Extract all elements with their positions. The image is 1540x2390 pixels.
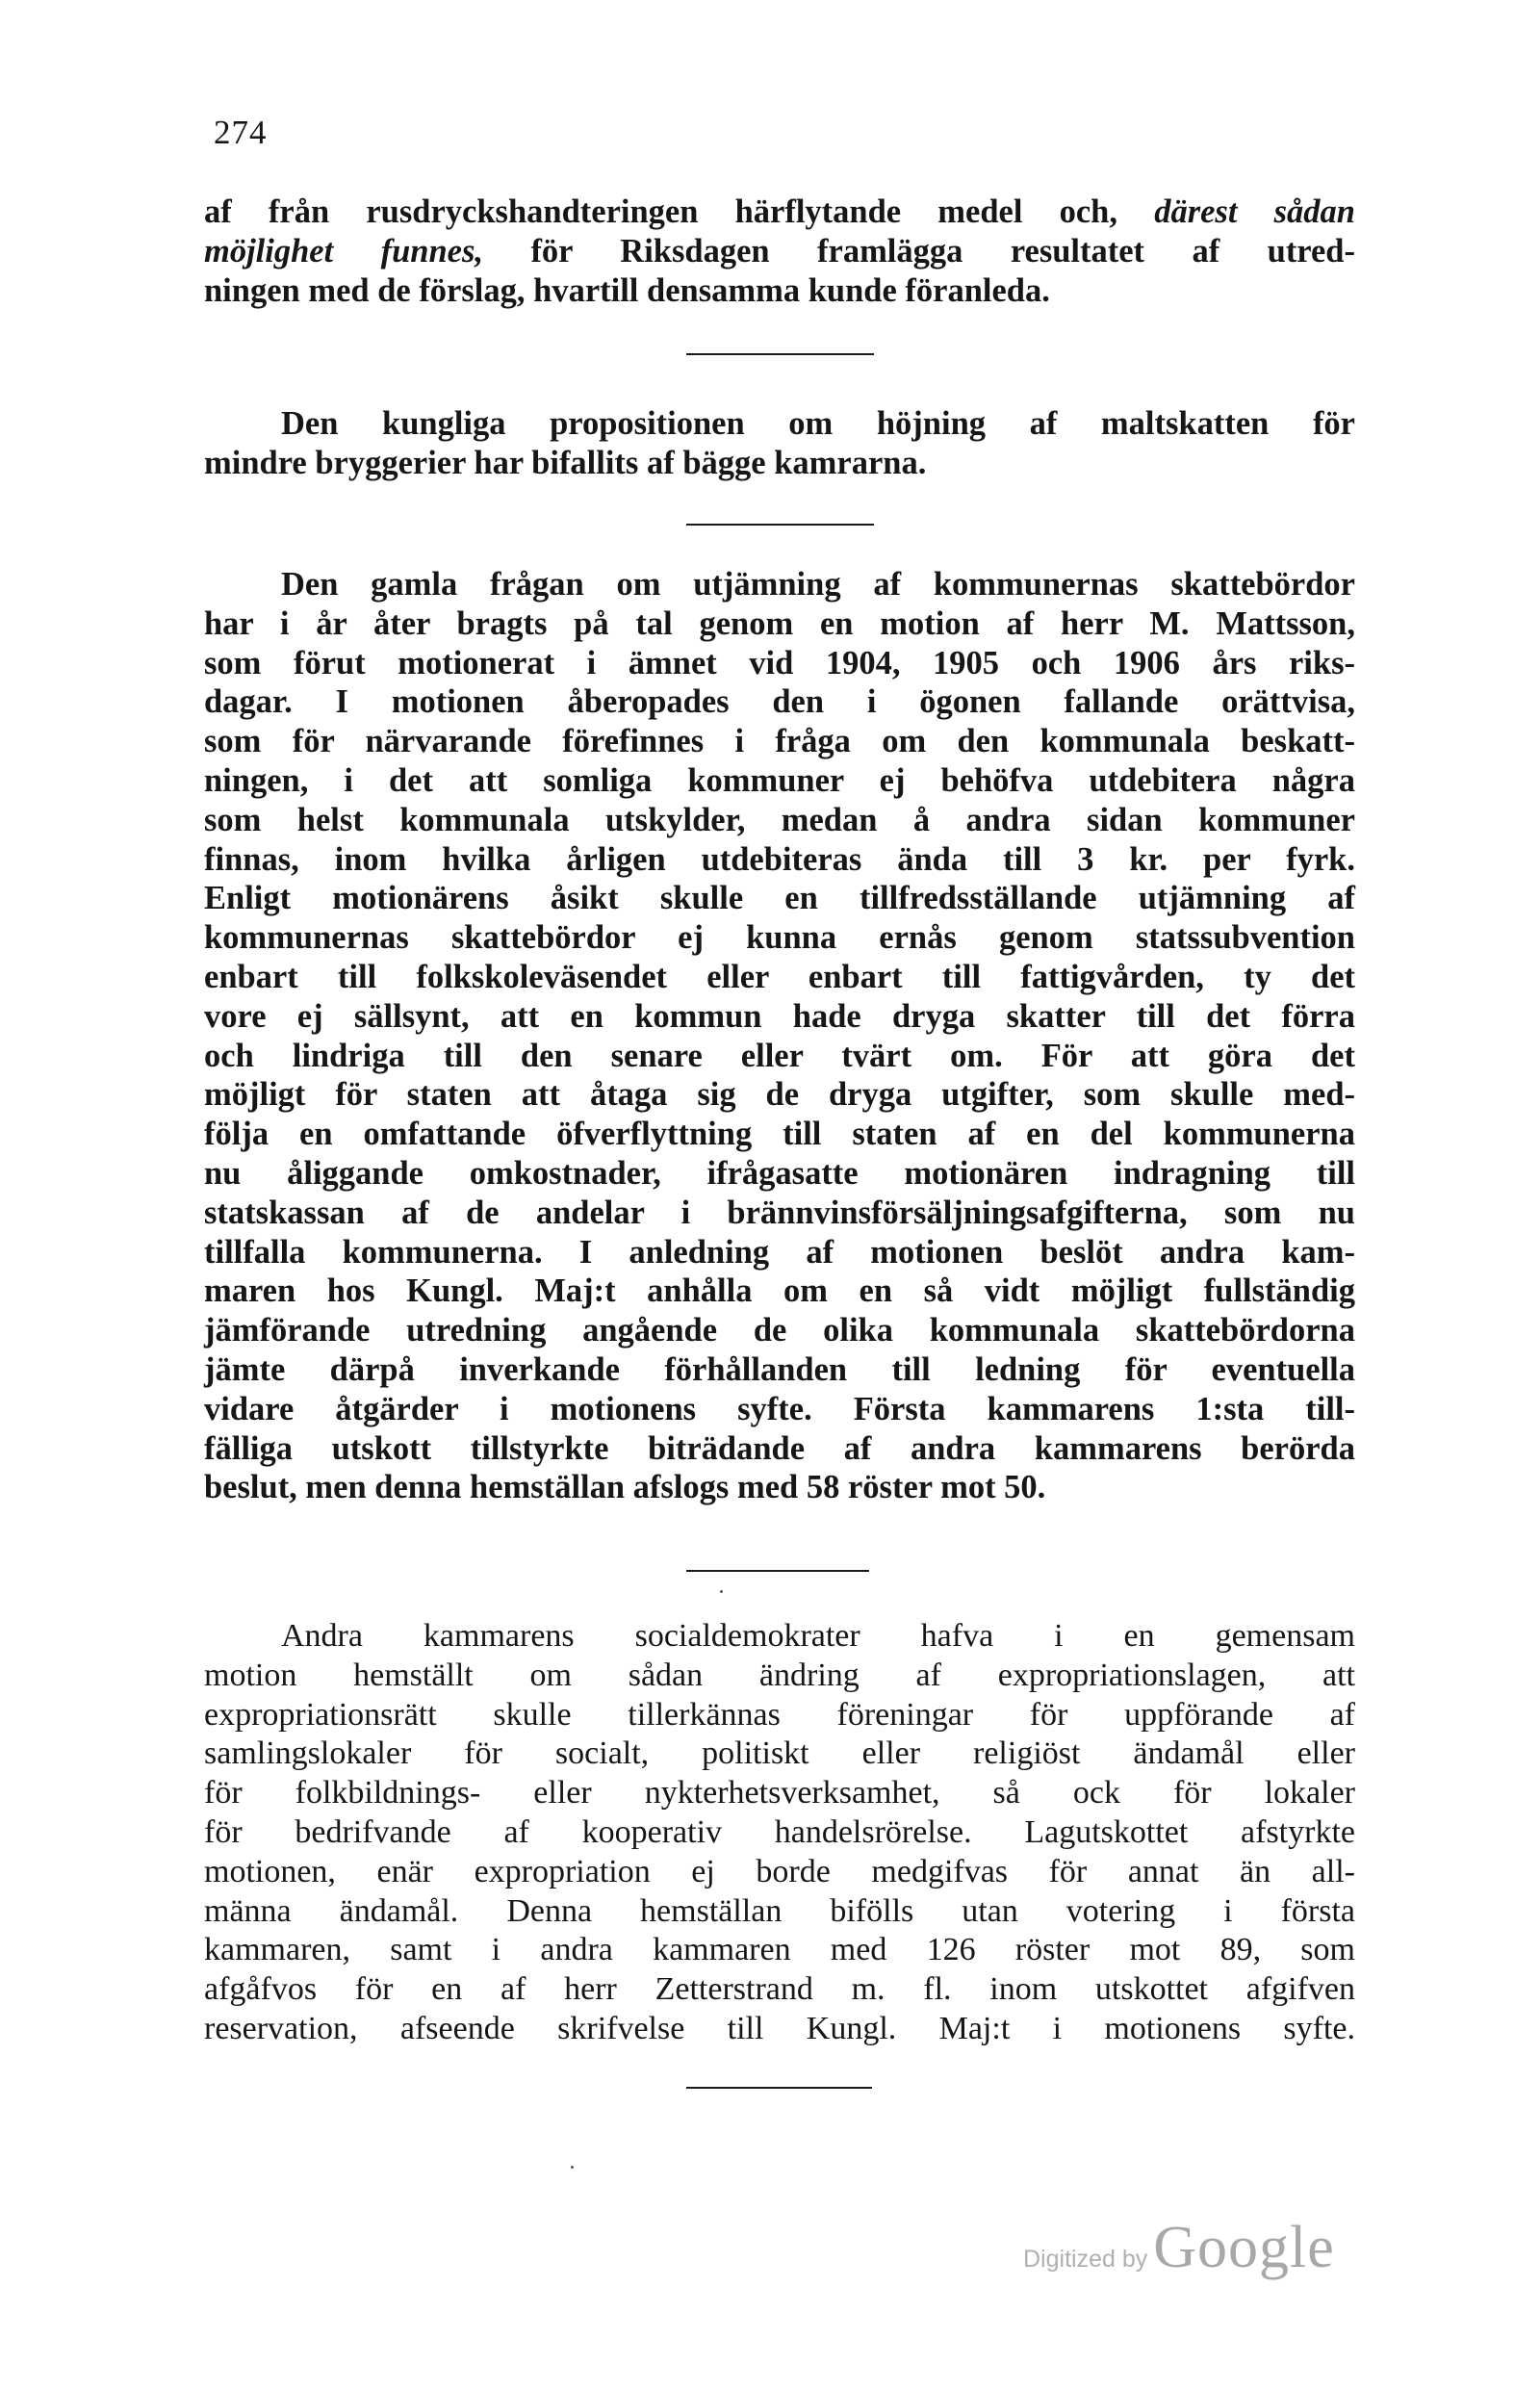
paragraph-3-line: som för närvarande förefinnes i fråga om den kommunala beskatt- <box>204 723 1355 760</box>
paragraph-1-italic-phrase: därest sådan <box>1154 193 1355 230</box>
paragraph-1-line-2 <box>204 232 1355 271</box>
paragraph-3-line: som helst kommunala utskylder, medan å andra sidan kommuner <box>204 801 1355 838</box>
paragraph-3-line: Enligt motionärens åsikt skulle en tillfredsställande utjämning af <box>204 880 1355 917</box>
paragraph-1 <box>204 193 1355 310</box>
paragraph-4-line: reservation, afseende skrifvelse till Kungl. Maj:t i motionens syfte. <box>204 2010 1355 2046</box>
paragraph-4-line: Andra kammarens socialdemokrater hafva i en gemensam <box>281 1618 1355 1654</box>
paragraph-4-line: motion hemställt om sådan ändring af expropriationslagen, att <box>204 1657 1355 1693</box>
section-divider <box>686 524 874 526</box>
paragraph-3-line: fälliga utskott tillstyrkte biträdande af andra kammarens berörda <box>204 1429 1355 1467</box>
paragraph-3-line: dagar. I motionen åberopades den i ögonen fallande orättvisa, <box>204 683 1355 721</box>
paragraph-3-line: kommunernas skattebördor ej kunna ernås genom statssubvention <box>204 919 1355 957</box>
paragraph-3-line: finnas, inom hvilka årligen utdebiteras ända till 3 kr. per fyrk. <box>204 840 1355 878</box>
paragraph-3-line: statskassan af de andelar i brännvinsförsäljningsafgifterna, som nu <box>204 1194 1355 1231</box>
paragraph-3 <box>204 565 1355 1507</box>
paragraph-4-line: för bedrifvande af kooperativ handelsrörelse. Lagutskottet afstyrkte <box>204 1813 1355 1850</box>
paragraph-1-line-3: ningen med de förslag, hvartill densamma kunde föranleda. <box>204 271 1050 309</box>
page-number: 274 <box>214 114 268 151</box>
paragraph-1-text-2: för Riksdagen framlägga resultatet af utred- <box>483 232 1355 270</box>
paragraph-3-line: maren hos Kungl. Maj:t anhålla om en så vidt möjligt fullständig <box>204 1272 1355 1310</box>
paragraph-3-line: Den gamla frågan om utjämning af kommunernas skattebördor <box>281 566 1355 603</box>
paragraph-4 <box>204 1617 1355 2049</box>
paragraph-3-line: och lindriga till den senare eller tvärt om. För att göra det <box>204 1037 1355 1074</box>
paragraph-2-line: mindre bryggerier har bifallits af bägge kamrarna. <box>204 444 927 481</box>
paragraph-1-text: af från rusdryckshandteringen härflytande medel och, <box>204 193 1155 230</box>
section-divider <box>686 2087 872 2089</box>
print-speck <box>720 1590 723 1593</box>
section-divider <box>686 1570 869 1572</box>
paragraph-3-line: vore ej sällsynt, att en kommun hade dryga skatter till det förra <box>204 997 1355 1035</box>
paragraph-4-line: kammaren, samt i andra kammaren med 126 röster mot 89, som <box>204 1932 1355 1968</box>
paragraph-1-line-1 <box>204 193 1355 232</box>
paragraph-4-line: männa ändamål. Denna hemställan bifölls utan votering i första <box>204 1892 1355 1929</box>
paragraph-3-line: nu åliggande omkostnader, ifrågasatte motionären indragning till <box>204 1154 1355 1192</box>
section-divider <box>686 353 874 355</box>
print-speck <box>571 2166 574 2169</box>
paragraph-3-line: ningen, i det att somliga kommuner ej behöfva utdebitera några <box>204 761 1355 799</box>
paragraph-3-line: som förut motionerat i ämnet vid 1904, 1905 och 1906 års riks- <box>204 644 1355 681</box>
paragraph-3-line: jämte därpå inverkande förhållanden till ledning för eventuella <box>204 1350 1355 1388</box>
digitized-by-watermark <box>1023 2214 1335 2282</box>
paragraph-3-line: följa en omfattande öfverflyttning till staten af en del kommunerna <box>204 1116 1355 1153</box>
paragraph-3-line: enbart till folkskoleväsendet eller enbart till fattigvården, ty det <box>204 958 1355 995</box>
paragraph-1-italic-phrase-2: möjlighet funnes, <box>204 232 484 270</box>
paragraph-4-line: expropriationsrätt skulle tillerkännas föreningar för uppförande af <box>204 1696 1355 1733</box>
paragraph-3-line: beslut, men denna hemställan afslogs med 58 röster mot 50. <box>204 1469 1046 1506</box>
paragraph-3-line: möjligt för staten att åtaga sig de dryga utgifter, som skulle med- <box>204 1076 1355 1114</box>
paragraph-2 <box>204 404 1355 483</box>
paragraph-3-line: vidare åtgärder i motionens syfte. Första kammarens 1:sta till- <box>204 1390 1355 1427</box>
watermark-prefix: Digitized by <box>1023 2246 1148 2273</box>
paragraph-3-line: jämförande utredning angående de olika kommunala skattebördorna <box>204 1312 1355 1349</box>
paragraph-4-line: för folkbildnings- eller nykterhetsverksamhet, så ock för lokaler <box>204 1775 1355 1812</box>
paragraph-3-line: tillfalla kommunerna. I anledning af motionen beslöt andra kam- <box>204 1233 1355 1271</box>
paragraph-3-line: har i år åter bragts på tal genom en motion af herr M. Mattsson, <box>204 604 1355 642</box>
paragraph-4-line: afgåfvos för en af herr Zetterstrand m. fl. inom utskottet afgifven <box>204 1971 1355 2008</box>
paragraph-2-line: Den kungliga propositionen om höjning af maltskatten för <box>281 405 1355 442</box>
google-logo: Google <box>1153 2215 1335 2280</box>
paragraph-4-line: samlingslokaler för socialt, politiskt eller religiöst ändamål eller <box>204 1735 1355 1772</box>
paragraph-4-line: motionen, enär expropriation ej borde medgifvas för annat än all- <box>204 1853 1355 1889</box>
